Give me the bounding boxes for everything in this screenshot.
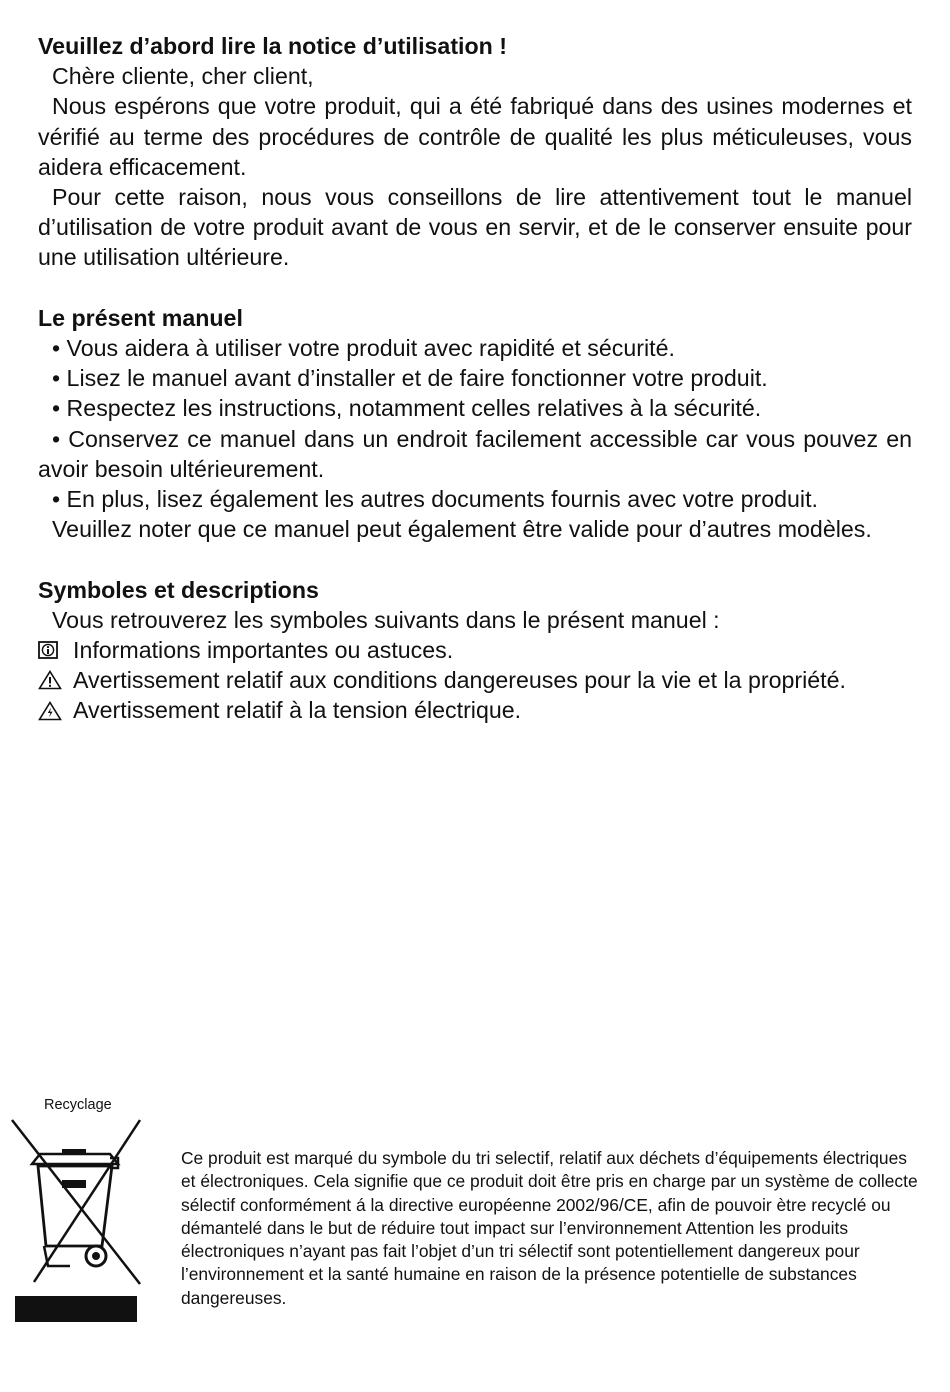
manual-bullet: • Lisez le manuel avant d’installer et de faire fonctionner votre produit. xyxy=(52,365,768,392)
manual-bullet: • En plus, lisez également les autres documents fournis avec votre produit. xyxy=(52,486,818,513)
info-icon xyxy=(38,641,73,659)
manual-bullet: • Respectez les instructions, notamment celles relatives à la sécurité. xyxy=(52,395,762,422)
recycling-label: Recyclage xyxy=(44,1097,112,1113)
recycling-text: Ce produit est marqué du symbole du tri selectif, relatif aux déchets d’équipements électriques et électroniques. Cela signifie que ce produit doit être pris en charge par un système de collecte sélectif conformément á la directive européenne 2002/96/CE, afin de pouvoir ètre recyclé ou démantelé dans le but de réduire tout impact sur l’environnement Attention les produits électroniques n’ayant pas fait l’objet d’un tri sélectif sont potentiellement dangereux pour l’environnement et la santé humaine en raison de la présence potentielle de substances dangereuses. xyxy=(181,1148,918,1308)
intro-paragraph-1: Nous espérons que votre produit, qui a été fabriqué dans des usines modernes et vérifié au terme des procédures de contrôle de qualité les plus méticuleuses, vous aidera efficacement. xyxy=(38,93,912,180)
symbol-text: Avertissement relatif à la tension électrique. xyxy=(73,697,522,724)
warning-triangle-icon xyxy=(38,670,73,690)
manual-intro-section xyxy=(38,31,912,726)
symbol-item-voltage xyxy=(38,695,912,725)
warning-triangle-icon xyxy=(38,701,73,721)
symbol-text: Avertissement relatif aux conditions dangereuses pour la vie et la propriété. xyxy=(73,667,846,694)
symbols-title: Symboles et descriptions xyxy=(38,576,319,603)
manual-bullet: • Vous aidera à utiliser votre produit avec rapidité et sécurité. xyxy=(52,335,675,362)
manual-note: Veuillez noter que ce manuel peut également être valide pour d’autres modèles. xyxy=(52,516,872,543)
crossed-out-wheelie-bin-icon xyxy=(10,1118,142,1326)
intro-title: Veuillez d’abord lire la notice d’utilisation ! xyxy=(38,33,507,59)
intro-paragraph-2: Pour cette raison, nous vous conseillons de lire attentivement tout le manuel d’utilisation de votre produit avant de vous en servir, et de le conserver ensuite pour une utilisation ultérieure. xyxy=(38,184,912,271)
symbol-item-info xyxy=(38,635,912,665)
symbols-intro: Vous retrouverez les symboles suivants dans le présent manuel : xyxy=(52,606,720,633)
symbol-item-warning xyxy=(38,665,912,695)
greeting: Chère cliente, cher client, xyxy=(52,63,314,90)
manual-title: Le présent manuel xyxy=(38,304,243,331)
manual-bullet: • Conservez ce manuel dans un endroit facilement accessible car vous pouvez en avoir besoin ultérieurement. xyxy=(38,425,912,482)
symbol-text: Informations importantes ou astuces. xyxy=(73,637,454,664)
